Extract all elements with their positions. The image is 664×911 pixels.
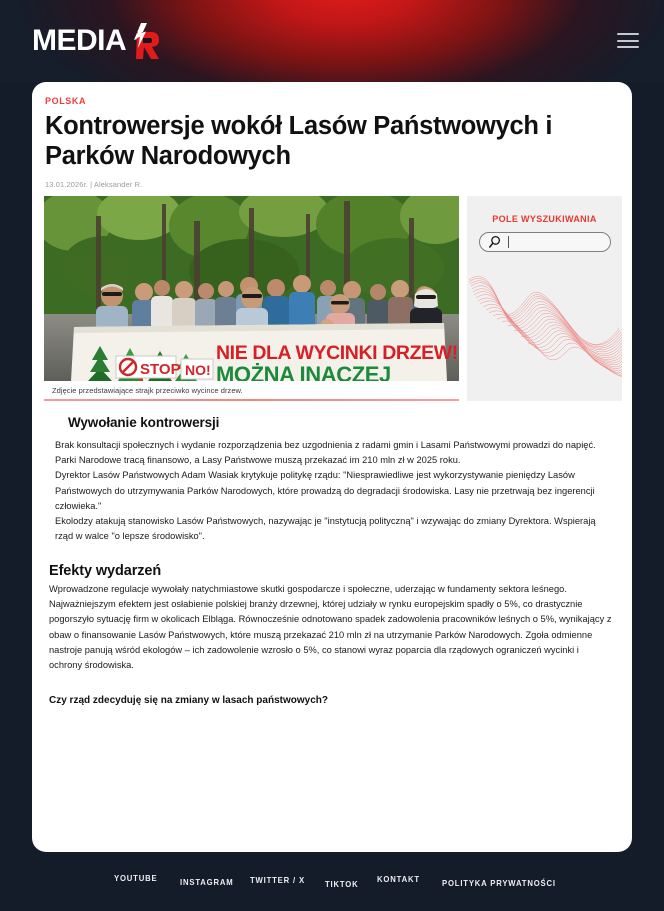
article-category[interactable]: POLSKA — [45, 96, 87, 106]
text-caret — [508, 236, 509, 248]
search-input-wrapper[interactable] — [479, 232, 611, 252]
section-2-paragraph-1: Wprowadzone regulacje wywołały natychmiastowe skutki gospodarcze i społeczne, uderzając w fundamenty sektora leśnego. Najważniejszym efektem jest osłabienie polskiej branży drzewnej, której udziały w rynku europejskim spadły o 5%, co drastycznie pogorszyło sytuację firm w okolicach Elbląga. Równocześnie odnotowano spadek zadowolenia pracowników leśnych o 5%, wynikający z obaw o finansowanie Lasów Państwowych, które muszą przekazać 210 mln zł na utrzymanie Parków Narodowych. Zgoła odmienne nastroje panują wśród ekologów – ich zadowolenie wzrosło o 5%, co stanowi wyraz poparcia dla rządowych ograniczeń wycinki i ochrony środowiska. — [49, 584, 612, 670]
hamburger-bar — [617, 40, 639, 42]
decorative-wave-graphic — [467, 258, 622, 378]
site-header — [0, 0, 664, 82]
article-body — [44, 415, 620, 706]
svg-text:STOP: STOP — [140, 361, 181, 379]
site-footer — [0, 852, 664, 911]
section-1-paragraph-2: Dyrektor Lasów Państwowych Adam Wasiak krytykuje politykę rządu: "Niesprawiedliwe jest wykorzystywanie pieniędzy Lasów Państwowych do utrzymywania Parków Narodowych, które prowadzą do degradacji środowiska. Lasy nie przetrwają bez ingerencji człowieka." — [55, 470, 595, 511]
logo-text: MEDIA — [32, 24, 127, 57]
svg-text:NO!: NO! — [185, 362, 211, 379]
protest-photo — [44, 196, 459, 381]
footer-link-kontakt[interactable]: KONTAKT — [377, 874, 420, 884]
section-heading-1: Wywołanie kontrowersji — [68, 415, 220, 431]
svg-text:MOŻNA INACZEJ: MOŻNA INACZEJ — [216, 362, 391, 382]
photo-caption: Zdjęcie przedstawiające strajk przeciwko wycince drzew. — [52, 386, 243, 396]
footer-link-twitter-x[interactable]: TWITTER / X — [250, 875, 305, 885]
section-1-paragraph-1: Brak konsultacji społecznych i wydanie rozporządzenia bez uzgodnienia z radami gmin i Lasami Państwowymi prowadzi do napięć. Parki Narodowe tracą finansowo, a Lasy Państwowe muszą przekazać im 210 mln zł w 2025 roku. — [55, 440, 596, 466]
search-panel — [467, 196, 622, 401]
section-heading-2: Efekty wydarzeń — [49, 563, 162, 580]
page-title: Kontrowersje wokół Lasów Państwowych i Parków Narodowych — [45, 112, 553, 171]
section-1-paragraph-3: Ekolodzy atakują stanowisko Lasów Państwowych, nazywając je "instytucją polityczną" i wzywając do zmiany Dyrektora. Wspierają rząd w walce "o lepsze środowisko". — [55, 515, 596, 541]
article-figure — [44, 196, 459, 401]
footer-link-tiktok[interactable]: TIKTOK — [325, 879, 359, 889]
footer-link-instagram[interactable]: INSTAGRAM — [180, 877, 234, 887]
hamburger-bar — [617, 46, 639, 48]
logo-r-lightning-icon — [121, 21, 161, 61]
hamburger-menu-icon[interactable] — [617, 33, 639, 48]
magnifier-icon — [488, 235, 502, 249]
search-panel-title: POLE WYSZUKIWANIA — [492, 214, 597, 225]
footer-link-youtube[interactable]: YOUTUBE — [114, 873, 158, 883]
article-byline: 13.01.2026r. | Aleksander R. — [45, 180, 143, 190]
footer-nav — [0, 852, 664, 911]
media-row — [44, 196, 620, 401]
closing-question: Czy rząd zdecyduję się na zmiany w lasach państwowych? — [49, 694, 328, 706]
site-logo[interactable] — [32, 23, 161, 59]
red-divider — [44, 399, 459, 401]
article-card — [32, 82, 632, 852]
hamburger-bar — [617, 33, 639, 35]
svg-text:NIE DLA WYCINKI DRZEW!: NIE DLA WYCINKI DRZEW! — [216, 342, 458, 365]
footer-link-polityka-prywatnosci[interactable]: POLITYKA PRYWATNOŚCI — [442, 878, 556, 888]
